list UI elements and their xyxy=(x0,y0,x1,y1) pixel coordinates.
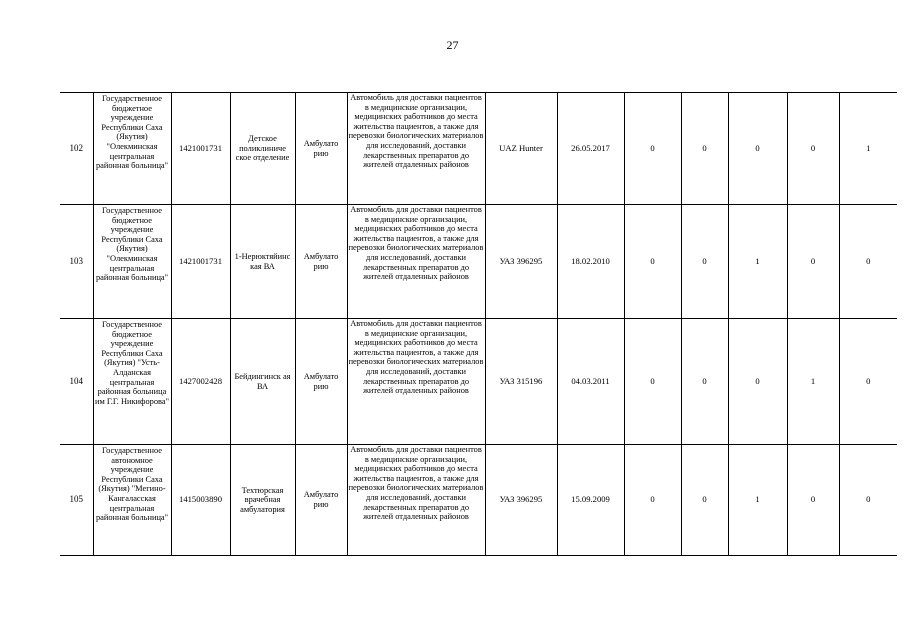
value-2: 0 xyxy=(681,319,728,445)
page-number: 27 xyxy=(446,38,459,52)
organization-name: Государственное автономное учреждение Республики Саха (Якутия) "Мегино-Кангаласская центральная районная больница" xyxy=(93,445,171,556)
value-5: 0 xyxy=(839,319,897,445)
table-row xyxy=(60,319,897,445)
organization-name: Государственное бюджетное учреждение Республики Саха (Якутия) "Олекминская центральная районная больница" xyxy=(93,205,171,319)
value-5: 0 xyxy=(839,205,897,319)
table-row xyxy=(60,445,897,556)
division-name: 1-Нерюктяйинс кая ВА xyxy=(230,205,295,319)
row-number: 105 xyxy=(60,445,93,556)
value-3: 1 xyxy=(728,445,787,556)
facility-type: Амбулато рию xyxy=(295,319,347,445)
value-5: 1 xyxy=(839,93,897,205)
vehicle-purpose: Автомобиль для доставки пациентов в медицинские организации, медицинских работников до места жительства пациентов, а также для перевозки биологических материалов для исследований, доставки лекарственных препаратов до жителей отдаленных районов xyxy=(347,319,485,445)
value-1: 0 xyxy=(624,205,681,319)
organization-name: Государственное бюджетное учреждение Республики Саха (Якутия) "Усть-Алданская центральная районная больница им Г.Г. Никифорова" xyxy=(93,319,171,445)
inn-code: 1427002428 xyxy=(171,319,230,445)
registration-date: 15.09.2009 xyxy=(557,445,624,556)
value-3: 0 xyxy=(728,319,787,445)
table-row xyxy=(60,205,897,319)
value-3: 1 xyxy=(728,205,787,319)
inn-code: 1421001731 xyxy=(171,205,230,319)
registration-date: 26.05.2017 xyxy=(557,93,624,205)
facility-type: Амбулато рию xyxy=(295,93,347,205)
division-name: Бейдингинск ая ВА xyxy=(230,319,295,445)
facility-type: Амбулато рию xyxy=(295,205,347,319)
vehicle-purpose: Автомобиль для доставки пациентов в медицинские организации, медицинских работников до места жительства пациентов, а также для перевозки биологических материалов для исследований, доставки лекарственных препаратов до жителей отдаленных районов xyxy=(347,93,485,205)
value-4: 0 xyxy=(787,93,839,205)
value-2: 0 xyxy=(681,93,728,205)
value-3: 0 xyxy=(728,93,787,205)
vehicle-model: УАЗ 396295 xyxy=(485,205,557,319)
table-row xyxy=(60,93,897,205)
registration-date: 04.03.2011 xyxy=(557,319,624,445)
value-1: 0 xyxy=(624,445,681,556)
value-4: 1 xyxy=(787,319,839,445)
row-number: 103 xyxy=(60,205,93,319)
vehicle-model: UAZ Hunter xyxy=(485,93,557,205)
vehicle-registry-table xyxy=(60,92,897,556)
vehicle-purpose: Автомобиль для доставки пациентов в медицинские организации, медицинских работников до места жительства пациентов, а также для перевозки биологических материалов для исследований, доставки лекарственных препаратов до жителей отдаленных районов xyxy=(347,205,485,319)
value-5: 0 xyxy=(839,445,897,556)
organization-name: Государственное бюджетное учреждение Республики Саха (Якутия) "Олекминская центральная районная больница" xyxy=(93,93,171,205)
facility-type: Амбулато рию xyxy=(295,445,347,556)
vehicle-model: УАЗ 315196 xyxy=(485,319,557,445)
row-number: 102 xyxy=(60,93,93,205)
inn-code: 1415003890 xyxy=(171,445,230,556)
value-4: 0 xyxy=(787,205,839,319)
value-4: 0 xyxy=(787,445,839,556)
value-2: 0 xyxy=(681,445,728,556)
value-1: 0 xyxy=(624,319,681,445)
value-1: 0 xyxy=(624,93,681,205)
vehicle-purpose: Автомобиль для доставки пациентов в медицинские организации, медицинских работников до места жительства пациентов, а также для перевозки биологических материалов для исследований, доставки лекарственных препаратов до жителей отдаленных районов xyxy=(347,445,485,556)
value-2: 0 xyxy=(681,205,728,319)
row-number: 104 xyxy=(60,319,93,445)
division-name: Техтюрская врачебная амбулатория xyxy=(230,445,295,556)
vehicle-model: УАЗ 396295 xyxy=(485,445,557,556)
registration-date: 18.02.2010 xyxy=(557,205,624,319)
inn-code: 1421001731 xyxy=(171,93,230,205)
division-name: Детское поликлиниче ское отделение xyxy=(230,93,295,205)
